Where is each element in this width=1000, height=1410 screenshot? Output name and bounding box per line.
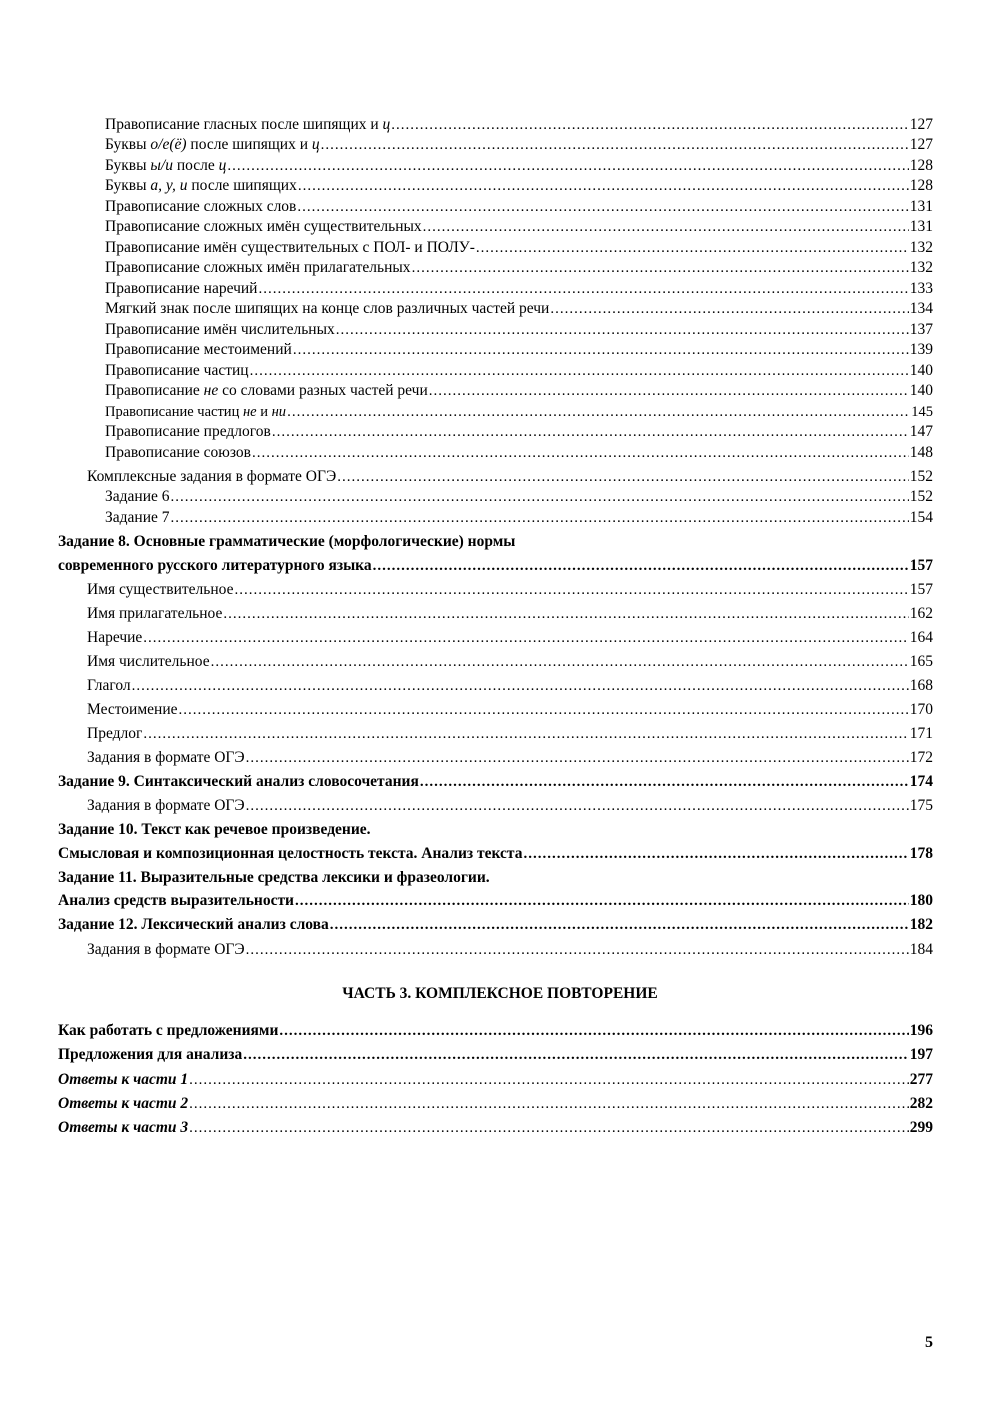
toc-entry (87, 796, 933, 816)
toc-entry-page: 174 (909, 773, 933, 790)
toc-entry-title: Предлог (87, 725, 143, 742)
toc-entry-title: Местоимение (87, 701, 178, 718)
toc-entry (87, 604, 933, 624)
toc-entry (105, 320, 933, 340)
toc-leader-dots (243, 1045, 908, 1065)
toc-entry-page: 127 (909, 116, 933, 133)
toc-entry-page: 140 (909, 362, 933, 379)
toc-leader-dots (476, 238, 909, 258)
toc-leader-dots (223, 604, 908, 624)
toc-leader-dots (420, 772, 909, 792)
toc-entry-title: Задание 8. Основные грамматические (морфологические) нормы (58, 533, 516, 550)
toc-entry-title: Наречие (87, 629, 143, 646)
toc-entry (105, 508, 933, 528)
toc-leader-dots (336, 320, 909, 340)
toc-entry-page: 196 (909, 1022, 933, 1039)
toc-leader-dots (298, 176, 909, 196)
toc-entry-title: Комплексные задания в формате ОГЭ (87, 468, 337, 485)
toc-leader-dots (295, 891, 909, 911)
toc-leader-dots (143, 628, 908, 648)
toc-entry-title: Ответы к части 2 (58, 1095, 189, 1112)
toc-entry-page: 145 (911, 404, 933, 420)
toc-entry-title: Задание 6 (105, 488, 170, 505)
toc-entry (58, 556, 933, 576)
toc-leader-dots (429, 381, 909, 401)
toc-entry-page: 154 (909, 509, 933, 526)
toc-entry-title: Правописание имён существительных с ПОЛ- и ПОЛУ- (105, 239, 475, 256)
toc-entry-title: Правописание сложных имён прилагательных (105, 259, 411, 276)
toc-entry-page: 137 (909, 321, 933, 338)
toc-entry-title: современного русского литературного языка (58, 557, 372, 574)
toc-entry-title: Буквы ы/и после ц (105, 157, 227, 174)
toc-entry-page: 139 (909, 341, 933, 358)
toc-entry-title: Правописание частиц не и ни (105, 404, 287, 420)
toc-entry-title: Задание 12. Лексический анализ слова (58, 916, 329, 933)
toc-entry-title: Задания в формате ОГЭ (87, 797, 245, 814)
toc-entry-title: Задания в формате ОГЭ (87, 749, 245, 766)
toc-entry-title: Правописание сложных имён существительных (105, 218, 422, 235)
toc-entry (105, 279, 933, 299)
page-number: 5 (925, 1334, 933, 1351)
toc-entry-page: 134 (909, 300, 933, 317)
toc-leader-dots (523, 844, 908, 864)
toc-entry-title: Имя прилагательное (87, 605, 223, 622)
toc-entry (87, 724, 933, 744)
toc-leader-dots (132, 676, 909, 696)
toc-leader-dots (246, 796, 909, 816)
toc-entry (105, 156, 933, 176)
toc-entry-page: 282 (909, 1095, 933, 1112)
toc-entry-title: Буквы о/е(ё) после шипящих и ц (105, 136, 320, 153)
toc-entry-page: 131 (909, 198, 933, 215)
toc-leader-dots (258, 279, 908, 299)
toc-entry (105, 258, 933, 278)
toc-entry-page: 157 (909, 581, 933, 598)
toc-entry-title: Правописание местоимений (105, 341, 292, 358)
toc-entry-title: Мягкий знак после шипящих на конце слов различных частей речи (105, 300, 550, 317)
toc-entry (58, 1094, 933, 1114)
toc-entry (105, 238, 933, 258)
toc-entry-title: Имя существительное (87, 581, 234, 598)
toc-entry (105, 361, 933, 381)
toc-entry-title: Глагол (87, 677, 131, 694)
toc-entry-page: 133 (909, 280, 933, 297)
toc-leader-dots (297, 197, 908, 217)
toc-entry (58, 820, 933, 840)
toc-entry (58, 891, 933, 911)
toc-leader-dots (252, 443, 909, 463)
toc-leader-dots (211, 652, 909, 672)
toc-entry-title: Правописание наречий (105, 280, 258, 297)
toc-entry-page: 170 (909, 701, 933, 718)
toc-entry (58, 532, 933, 552)
toc-entry-title: Смысловая и композиционная целостность текста. Анализ текста (58, 845, 523, 862)
toc-entry-title: Имя числительное (87, 653, 210, 670)
toc-entry-page: 131 (909, 218, 933, 235)
part3-heading: ЧАСТЬ 3. КОМПЛЕКСНОЕ ПОВТОРЕНИЕ (342, 985, 658, 1002)
toc-entry (105, 135, 933, 155)
toc-entry-page: 157 (909, 557, 933, 574)
toc-entry (105, 402, 933, 422)
toc-leader-dots (287, 402, 910, 422)
toc-entry (87, 700, 933, 720)
toc-leader-dots (189, 1094, 909, 1114)
toc-entry (87, 628, 933, 648)
toc-entry-page: 168 (909, 677, 933, 694)
toc-entry-page: 299 (909, 1119, 933, 1136)
toc-entry (58, 915, 933, 935)
toc-leader-dots (423, 217, 909, 237)
toc-entry (105, 381, 933, 401)
toc-entry (105, 176, 933, 196)
toc-entry-title: Анализ средств выразительности (58, 892, 294, 909)
toc-entry (105, 340, 933, 360)
toc-entry-title: Предложения для анализа (58, 1046, 243, 1063)
toc-entry-page: 132 (909, 239, 933, 256)
toc-entry-page: 277 (909, 1071, 933, 1088)
toc-entry (58, 1070, 933, 1090)
toc-entry (58, 772, 933, 792)
toc-entry-page: 152 (909, 488, 933, 505)
toc-entry-title: Ответы к части 3 (58, 1119, 189, 1136)
toc-entry-page: 164 (909, 629, 933, 646)
toc-leader-dots (234, 580, 908, 600)
toc-entry-title: Задание 7 (105, 509, 170, 526)
toc-leader-dots (189, 1118, 909, 1138)
toc-entry-page: 127 (909, 136, 933, 153)
toc-entry-title: Буквы а, у, и после шипящих (105, 177, 297, 194)
toc-entry-title: Правописание имён числительных (105, 321, 335, 338)
toc-leader-dots (189, 1070, 909, 1090)
toc-leader-dots (250, 361, 909, 381)
toc-entry-title: Задание 10. Текст как речевое произведение. (58, 821, 371, 838)
toc-entry-page: 128 (909, 177, 933, 194)
toc-entry-title: Задания в формате ОГЭ (87, 941, 245, 958)
toc-entry (87, 467, 933, 487)
toc-entry (87, 652, 933, 672)
toc-entry-page: 178 (909, 845, 933, 862)
toc-leader-dots (337, 467, 909, 487)
toc-entry-title: Правописание сложных слов (105, 198, 297, 215)
toc-leader-dots (246, 940, 909, 960)
toc-leader-dots (550, 299, 908, 319)
toc-entry (87, 676, 933, 696)
toc-entry-page: 152 (909, 468, 933, 485)
toc-entry (105, 487, 933, 507)
toc-leader-dots (179, 700, 909, 720)
toc-entry-page: 162 (909, 605, 933, 622)
toc-entry-page: 171 (909, 725, 933, 742)
toc-entry (87, 580, 933, 600)
toc-entry (105, 299, 933, 319)
toc-entry-title: Правописание союзов (105, 444, 251, 461)
toc-entry-page: 184 (909, 941, 933, 958)
toc-leader-dots (321, 135, 909, 155)
toc-entry-title: Правописание не со словами разных частей речи (105, 382, 428, 399)
toc-entry-page: 147 (909, 423, 933, 440)
toc-entry-page: 182 (909, 916, 933, 933)
toc-entry-title: Задание 11. Выразительные средства лексики и фразеологии. (58, 869, 490, 886)
toc-leader-dots (272, 422, 909, 442)
toc-entry-title: Правописание гласных после шипящих и ц (105, 116, 391, 133)
toc-entry (105, 217, 933, 237)
toc-leader-dots (143, 724, 908, 744)
toc-entry-title: Правописание частиц (105, 362, 249, 379)
toc-entry (105, 115, 933, 135)
toc-leader-dots (293, 340, 909, 360)
toc-entry-title: Правописание предлогов (105, 423, 271, 440)
toc-leader-dots (171, 487, 909, 507)
toc-leader-dots (373, 556, 909, 576)
toc-entry-page: 140 (909, 382, 933, 399)
toc-entry (105, 443, 933, 463)
toc-leader-dots (391, 115, 908, 135)
toc-entry-title: Как работать с предложениями (58, 1022, 279, 1039)
toc-entry-page: 172 (909, 749, 933, 766)
toc-leader-dots (171, 508, 909, 528)
toc-entry-page: 197 (909, 1046, 933, 1063)
toc-entry (105, 422, 933, 442)
toc-leader-dots (279, 1021, 908, 1041)
toc-leader-dots (246, 748, 909, 768)
toc-entry-page: 128 (909, 157, 933, 174)
toc-entry-page: 175 (909, 797, 933, 814)
toc-entry-title: Ответы к части 1 (58, 1071, 189, 1088)
toc-entry-page: 132 (909, 259, 933, 276)
toc-leader-dots (330, 915, 909, 935)
toc-entry (58, 844, 933, 864)
toc-entry (58, 1021, 933, 1041)
toc-entry (87, 748, 933, 768)
toc-entry (58, 1045, 933, 1065)
toc-entry (58, 868, 933, 888)
toc-entry-page: 180 (909, 892, 933, 909)
toc-entry-title: Задание 9. Синтаксический анализ словосочетания (58, 773, 419, 790)
toc-entry (87, 940, 933, 960)
toc-entry-page: 148 (909, 444, 933, 461)
toc-leader-dots (412, 258, 909, 278)
toc-entry-page: 165 (909, 653, 933, 670)
toc-leader-dots (227, 156, 908, 176)
toc-entry (58, 1118, 933, 1138)
toc-entry (105, 197, 933, 217)
